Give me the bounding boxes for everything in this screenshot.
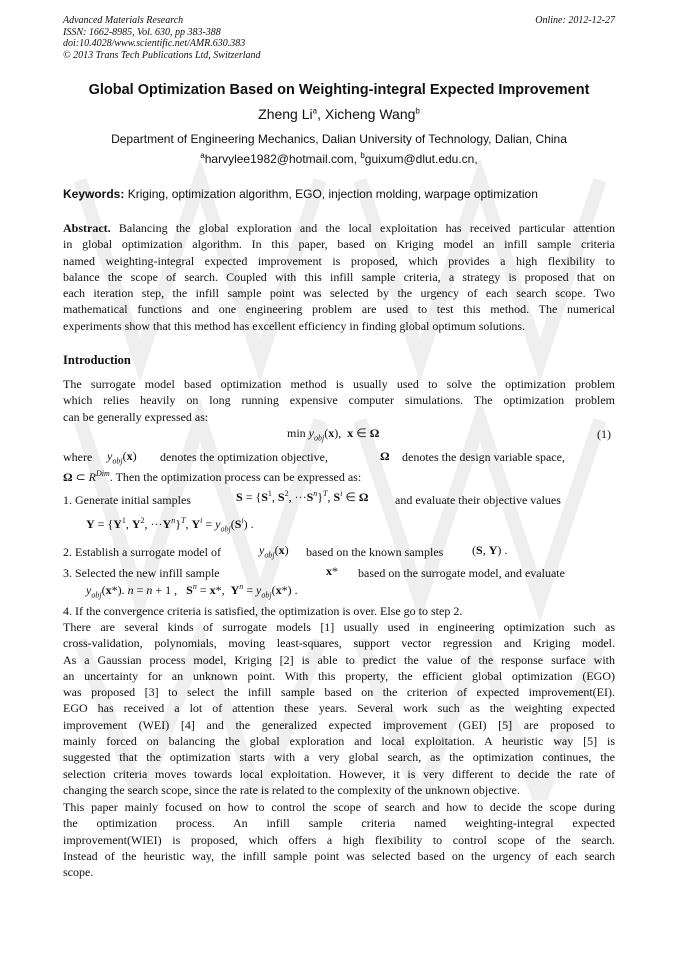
math-y-obj: $y_{obj}(x)$ <box>107 449 137 466</box>
journal-header <box>63 15 261 61</box>
abstract-label: Abstract. <box>63 221 111 235</box>
paper-title: Global Optimization Based on Weighting-integral Expected Improvement <box>88 82 590 98</box>
journal-name: Advanced Materials Research <box>63 15 184 26</box>
step-2: 2. Establish a surrogate model of <box>63 545 221 559</box>
section-heading-introduction: Introduction <box>63 353 131 367</box>
intro-paragraph-2: There are several kinds of surrogate models [1] usually used in engineering optimization such as cross-validation, polynomials, moving least-squares, support vector regression and Kriging model. As a Gaussian process model, Kriging [2] is able to predict the value of the response surface with an uncertainty for an unknown point. With this property, the efficient global optimization (EGO) was proposed [3] to select the infill sample based on the criterion of expected improvement(EI). EGO has received a lot of attention these years. Several work such as the weighting expected improvement (WEI) [4] and the generalized expected improvement (GEI) [5] are proposed to mainly forced on balancing the global exploration and local exploitation. A heuristic way [5] is suggested that the optimization starts with a very global search, as the optimization continues, the selection criteria moves towards local exploitation. However, it is very different to decide the rate of changing the search scope, since the rate is related to the complexity of the unknown objective. <box>63 620 615 797</box>
online-date: Online: 2012-12-27 <box>535 15 615 26</box>
email-2: guixum@dlut.edu.cn, <box>364 152 478 166</box>
issn: ISSN: 1662-8985, Vol. 630, pp 383-388 <box>63 26 221 38</box>
intro-paragraph-1: The surrogate model based optimization method is usually used to solve the optimization problem which relies heavily on long running expensive computer simulations. The optimization problem can be generally expressed as: <box>63 377 615 424</box>
intro-paragraph-3: This paper mainly focused on how to control the scope of search and how to decide the scope during the optimization process. An infill sample criteria named weighting-integral expected improvement(WIEI) is proposed, which offers a high flexibility to control scope of the search. Instead of the heuristic way, the infill sample point was selected based on the urgency of each search scope. <box>63 800 615 880</box>
keywords-label: Keywords: <box>63 187 125 201</box>
step-4: 4. If the convergence criteria is satisfied, the optimization is over. Else go to step 2. <box>63 604 463 618</box>
author-1: Zheng Li <box>258 106 313 122</box>
copyright: © 2013 Trans Tech Publications Ltd, Switzerland <box>63 49 261 61</box>
equation-1: $\min y_{obj}(x)$, x ∈ Ω <box>287 426 380 443</box>
equation-1-number: (1) <box>597 427 611 441</box>
email-1: harvylee1982@hotmail.com, <box>204 152 361 166</box>
step-1: 1. Generate initial samples <box>63 493 191 507</box>
doi: doi:10.4028/www.scientific.net/AMR.630.383 <box>63 38 246 49</box>
affiliation: Department of Engineering Mechanics, Dalian University of Technology, Dalian, China <box>111 132 567 146</box>
step-3: 3. Selected the new infill sample <box>63 566 220 580</box>
then-line: Ω ⊂ $R^{Dim}$. Then the optimization process can be expressed as: <box>63 469 362 484</box>
abstract: Abstract. Balancing the global exploration and the local exploitation has received particular attention in global optimization algorithm. In this paper, based on Kriging model an infill sample criteria named weighting-integral expected improvement is proposed, which provides a high flexibility to balance the scope of search. Coupled with this infill sample criteria, a strategy is proposed that on each iteration step, the infill sample point was selected by the urgency of each search scope. Two mathematical functions and one engineering problem are used to test this method. The numerical experiments show that this method has excellent efficiency in finding global optimum solutions. <box>63 221 615 333</box>
author-2: Xicheng Wang <box>324 106 416 122</box>
emails: $^a$harvylee1982@hotmail.com, $^b$guixum@dlut.edu.cn, <box>200 151 478 166</box>
keywords-text: Kriging, optimization algorithm, EGO, injection molding, warpage optimization <box>124 187 538 201</box>
keywords <box>63 187 538 201</box>
authors: Zheng Li$^a$, Xicheng Wang$^b$ <box>258 106 420 122</box>
